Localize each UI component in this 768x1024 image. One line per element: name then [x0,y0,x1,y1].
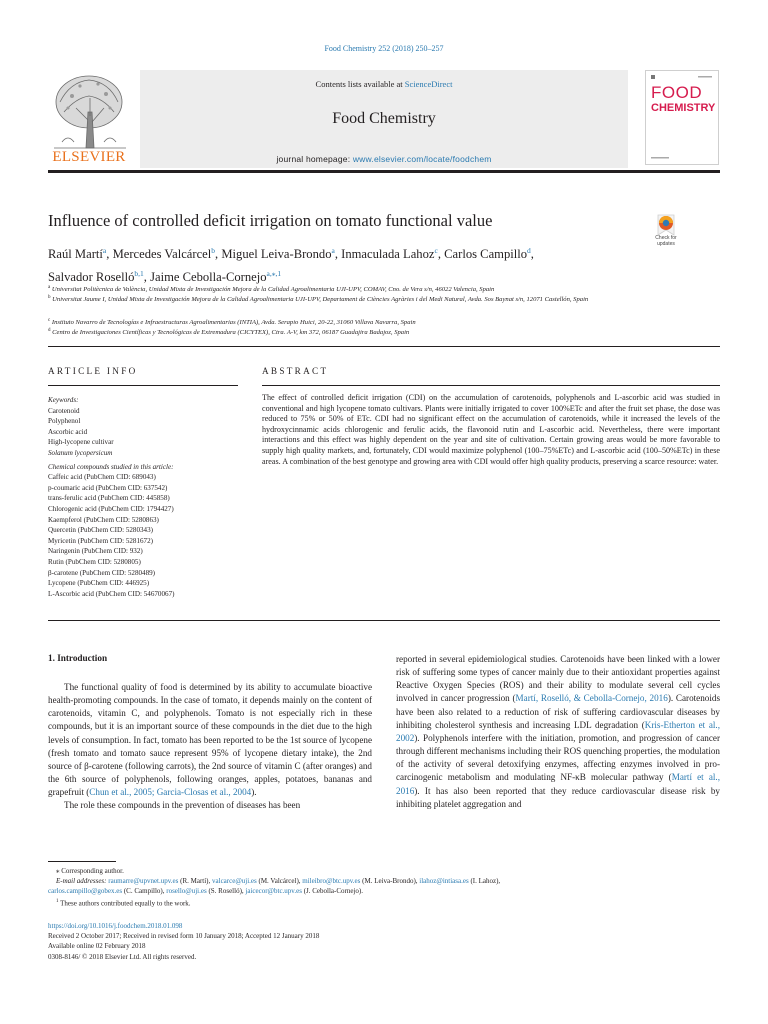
affiliation: $^a$ Universitat Politècnica de València, Unidad Mixta de Investigación Mejora de la Calidad Agroalimentaria UJI-UPV, COMAV, Cno. de Vera s/n, 46022 Valencia, Spain [48,285,495,294]
contents-line [140,79,628,89]
author-affil-mark[interactable]: d [527,246,531,255]
elsevier-wordmark: ELSEVIER [52,149,126,165]
paragraph: The role these compounds in the prevention of diseases has been [64,800,301,811]
article-title: Influence of controlled deficit irrigation on tomato functional value [48,211,493,230]
keyword: High-lycopene cultivar [48,438,114,447]
paragraph: reported in several epidemiological studies. Carotenoids have been linked with a lower risk of suffering some types of cancer mainly due to their antioxidant properties against Reactive Oxygen Species (ROS) and their ability to modulate several cell cycles involved in cancer progression (Martí, Roselló, & Cebolla-Cornejo, 2016). Carotenoids have been also related to a reduction of risk of suffering cardiovascular diseases by inhibiting cholesterol synthesis and increasing LDL degradation (Kris-Etherton et al., 2002). Polyphenols interfere with the initiation, promotion, and progression of cancer through different mechanisms including their ROS quenching properties, the modulation of the activity of several detoxifying enzymes, affecting enzymes involved in pro-carcinogenic metabolism and modulating NF-κB molecular pathway (Martí et al., 2016). It has also been reported that they reduce cardiovascular disease risk by inhibiting platelet aggregation and [396,654,721,809]
author-affil-mark[interactable]: c [434,246,438,255]
keyword: Ascorbic acid [48,427,88,436]
abstract-rule [262,385,720,386]
author-list: Raúl Martí$^a$, Mercedes Valcárcel$^b$, Miguel Leiva-Brondo$^a$, Inmaculada Lahoz$^c$, Carlos Campillo$^d$, Salvador Roselló$^{b,1}$, Jaime Cebolla-Cornejo$^{a,⁎,1}$ [48,246,534,285]
keyword: Polyphenol [48,417,81,426]
homepage-link[interactable]: www.elsevier.com/locate/foodchem [352,154,492,164]
author[interactable]: Carlos Campillo [444,247,528,262]
email-link[interactable]: raumarre@upvnet.upv.es [108,877,179,885]
header-rule [48,170,720,173]
homepage-prefix: journal homepage: [276,154,353,164]
article-info-heading: ARTICLE INFO [48,366,138,376]
author[interactable]: Salvador Roselló [48,270,135,285]
equal-contribution-note: $^1$ These authors contributed equally to the work. [56,899,191,908]
journal-header-box [140,70,628,168]
keywords-label: Keywords: [48,396,79,404]
journal-citation[interactable]: Food Chemistry 252 (2018) 250–257 [324,44,444,53]
author-affil-mark[interactable]: a [331,246,335,255]
compound: p-coumaric acid (PubChem CID: 637542) [48,483,168,492]
compounds-label: Chemical compounds studied in this article: [48,462,174,471]
article-info-rule [48,385,238,386]
abstract-end-rule [48,620,720,621]
author[interactable]: Jaime Cebolla-Cornejo [150,270,267,285]
email-link[interactable]: rosello@uji.es [166,887,207,895]
email-link[interactable]: carlos.campillo@gobex.es [48,887,123,895]
author-affil-mark[interactable]: b [211,246,216,255]
sciencedirect-link[interactable]: ScienceDirect [404,79,453,89]
section-heading: 1. Introduction [48,653,108,663]
author[interactable]: Raúl Martí [48,247,103,262]
abstract-text: The effect of controlled deficit irrigation (CDI) on the accumulation of carotenoids, polyphenols and L-ascorbic acid was studied in conventional and high lycopene tomato cultivars. Plants were initially irrigated to cover 100%ETc and after the fruit set phase, the dose was reduced to 75% or 50% of ETc. CDI had no significant effect on the accumulation of carotenoids, while it increased the levels of the hydroxycinnamic acids chlorogenic and ferulic acids, the flavonoid rutin and L-ascorbic acid. Nevertheless, there were important interactions and this effect was highly dependent on the year and site of cultivation. Certain growing areas would be more favorable to supply high quality markets, and, fortunately, CDI would maximize polyphenol (100–75%ETc) and L-ascorbic acid (100–50%ETc) in these areas. A combination of the best genotype and growing area with CDI would offer high quality products, preserving a scarce resource: water. [262,393,720,466]
author[interactable]: Mercedes Valcárcel [112,247,212,262]
compound: Rutin (PubChem CID: 5280805) [48,557,141,566]
email-footnote-cont: carlos.campillo@gobex.es (C. Campillo), rosello@uji.es (S. Roselló), jaicecor@btc.upv.es (J. Cebolla-Cornejo). [48,887,363,895]
keywords-panel [48,395,238,599]
keyword: Solanum lycopersicum [48,448,113,457]
check-for-updates-label: Check for updates [655,235,677,247]
keyword: Carotenoid [48,406,80,415]
author-affil-mark[interactable]: a [102,246,107,255]
compound: Naringenin (PubChem CID: 932) [48,547,143,556]
article-footer [48,921,319,962]
citation-link[interactable]: Kris-Etherton et al., 2002 [396,719,720,743]
author[interactable]: Miguel Leiva-Brondo [221,247,332,262]
author-affil-mark[interactable]: b,1 [134,269,144,279]
email-link[interactable]: jaicecor@btc.upv.es [245,887,302,895]
body-column-right [396,653,720,811]
compound: Myricetin (PubChem CID: 5281672) [48,536,154,545]
journal-name: Food Chemistry [332,110,436,127]
body-column-left [48,681,372,813]
journal-cover[interactable] [645,70,719,165]
available-online: Available online 02 February 2018 [48,942,146,951]
compound: Chlorogenic acid (PubChem CID: 1794427) [48,504,174,513]
compound: Lycopene (PubChem CID: 446925) [48,579,150,588]
cover-title-food: FOOD [651,83,703,102]
contents-prefix: Contents lists available at [315,79,405,89]
copyright: 0308-8146/ © 2018 Elsevier Ltd. All rights reserved. [48,952,197,961]
footnote-rule [48,861,116,862]
compound: trans-ferulic acid (PubChem CID: 445858) [48,494,170,503]
affiliation: $^b$ Universitat Jaume I, Unidad Mixta de Investigación Mejora de la Calidad Agroalimentaria UJI-UPV, Departament de Ciències Agràries i del Medi Natural, Avda. Sos Baynat s/n, 12071 Castellón, Spain [48,295,589,304]
citation-link[interactable]: Martí et al., 2016 [396,772,720,796]
compound: β-carotene (PubChem CID: 5280489) [48,568,156,577]
abstract-heading: ABSTRACT [262,366,329,376]
affiliation: $^c$ Instituto Navarro de Tecnologías e Infraestructuras Agroalimentarias (INTIA), Avda. Serapio Huici, 20-22, 31060 Villava Navarra, Spain [48,318,416,327]
doi-link[interactable]: https://doi.org/10.1016/j.foodchem.2018.01.098 [48,922,183,930]
check-for-updates-icon [648,213,684,237]
compound: Kaempferol (PubChem CID: 5280863) [48,515,159,524]
email-link[interactable]: valcarce@uji.es [212,877,257,885]
compound: Quercetin (PubChem CID: 5280343) [48,526,154,535]
section-rule [48,346,720,347]
affiliation: $^d$ Centro de Investigaciones Científicas y Tecnológicas de Extremadura (CICYTEX), Ctra. A-V, km 372, 06187 Guadajira Badajoz, Spain [48,328,410,337]
email-link[interactable]: ilahoz@intiasa.es [419,877,469,885]
citation-link[interactable]: Martí, Roselló, & Cebolla-Cornejo, 2016 [515,693,668,704]
citation-link[interactable]: Chun et al., 2005; Garcia-Closas et al., 2004 [89,787,252,798]
email-footnote: E-mail addresses: raumarre@upvnet.upv.es (R. Martí), valcarce@uji.es (M. Valcárcel), mileibro@btc.upv.es (M. Leiva-Brondo), ilahoz@intiasa.es (I. Lahoz), [56,877,501,885]
author-affil-mark[interactable]: a,⁎,1 [266,269,282,279]
email-link[interactable]: mileibro@btc.upv.es [302,877,361,885]
corresponding-author-note: ⁎ Corresponding author. [56,867,124,875]
received-dates: Received 2 October 2017; Received in revised form 10 January 2018; Accepted 12 January 2018 [48,932,320,941]
cover-title-chemistry: CHEMISTRY [651,102,716,114]
compound: Caffeic acid (PubChem CID: 689043) [48,473,156,482]
homepage-line [140,154,628,164]
paragraph: The functional quality of food is determined by its ability to accumulate bioactive health-promoting compounds. In the case of tomato, it depends mainly on the content of carotenoids, vitamin C, and polyphenols. Tomato is not especially rich in these compounds, but it is an important source of these compounds in the diet due to the high levels of consumption. In fact, tomato has been reported to be the 1st source of lycopene (fresh tomato and tomato sauce represent 95% of lycopene dietary intake), the 2nd source of β-carotene (following carrots), the 2nd source of vitamin C (after oranges) and the 6th source of polyphenols, following oranges, apples, potatoes, bananas and grapefruit (Chun et al., 2005; Garcia-Closas et al., 2004). [48,682,372,798]
author[interactable]: Inmaculada Lahoz [341,247,435,262]
tree-icon [48,72,130,150]
compound: L-Ascorbic acid (PubChem CID: 54670067) [48,589,175,598]
